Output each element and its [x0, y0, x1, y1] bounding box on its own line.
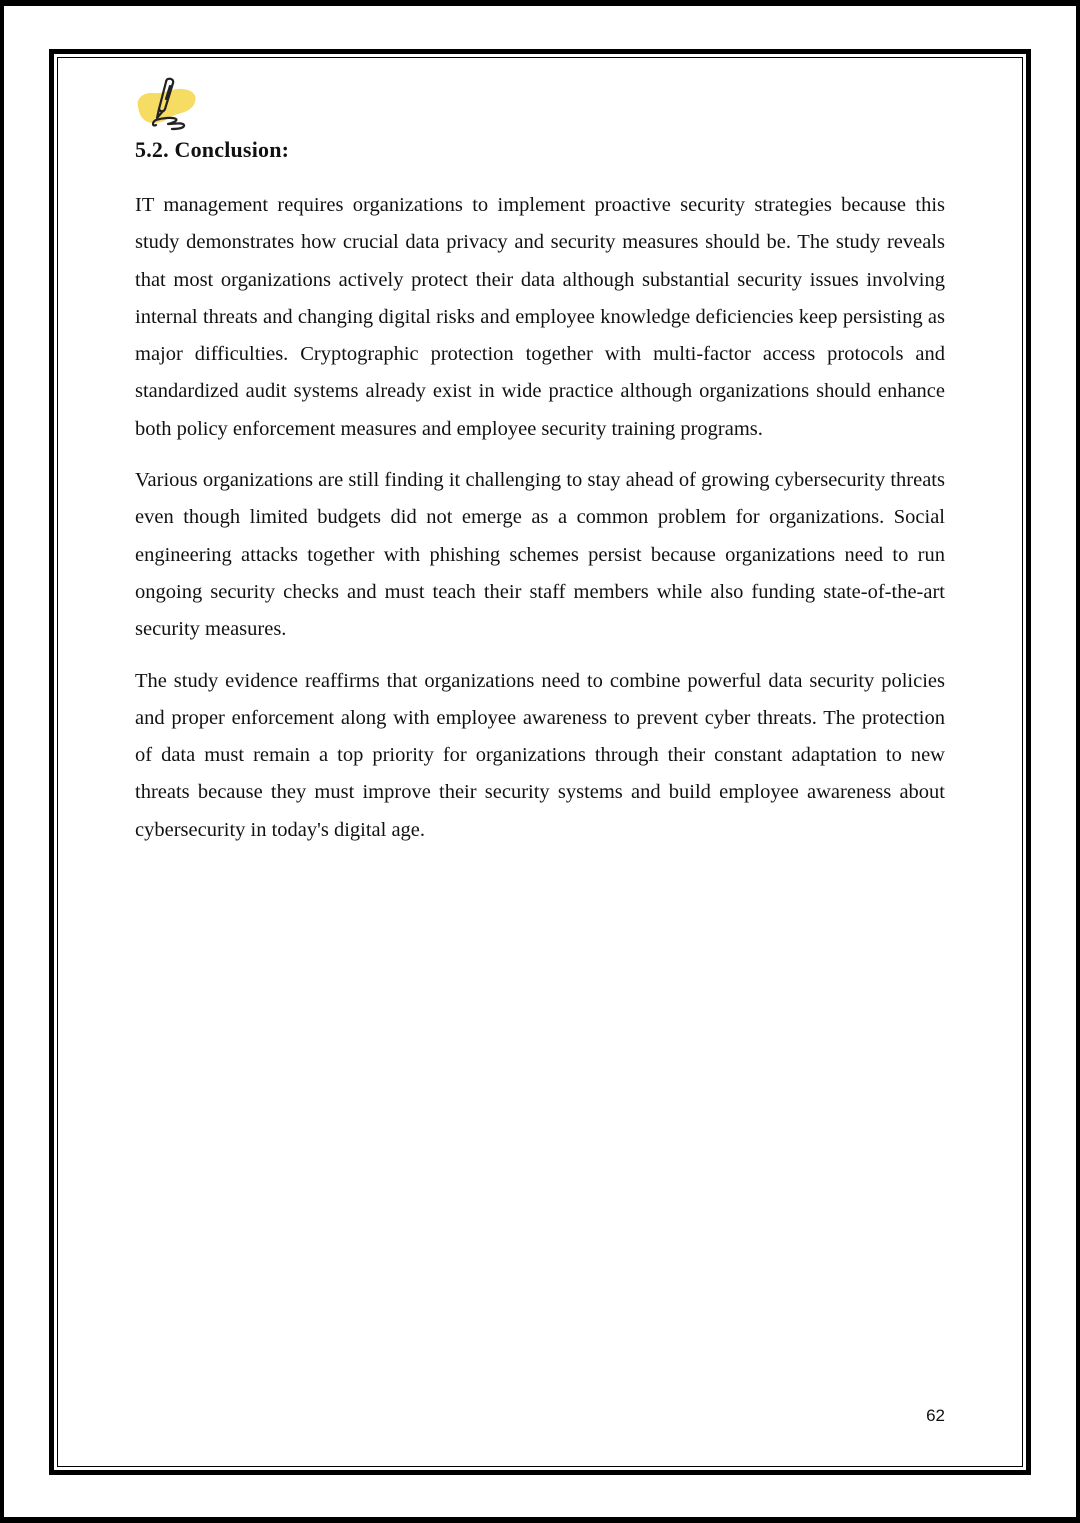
paragraph-1: IT management requires organizations to implement proactive security strategies because this study demonstrates how crucial data privacy and security measures should be. The study reveals that most organizations actively protect their data although substantial security issues involving internal threats and changing digital risks and employee knowledge deficiencies keep persisting as major difficulties. Cryptographic protection together with multi-factor access protocols and standardized audit systems already exist in wide practice although organizations should enhance both policy enforcement measures and employee security training programs.	[135, 194, 945, 440]
body-text	[135, 187, 945, 863]
section-heading: 5.2. Conclusion:	[135, 137, 290, 162]
pen-writing-icon	[132, 76, 202, 134]
paragraph-3: The study evidence reaffirms that organizations need to combine powerful data security policies and proper enforcement along with employee awareness to prevent cyber threats. The protection of data must remain a top priority for organizations through their constant adaptation to new threats because they must improve their security systems and build employee awareness about cybersecurity in today's digital age.	[135, 669, 945, 841]
page-number: 62	[926, 1406, 945, 1425]
paragraph-2: Various organizations are still finding it challenging to stay ahead of growing cybersecurity threats even though limited budgets did not emerge as a common problem for organizations. Social engineering attacks together with phishing schemes persist because organizations need to run ongoing security checks and must teach their staff members while also funding state-of-the-art security measures.	[135, 469, 945, 641]
